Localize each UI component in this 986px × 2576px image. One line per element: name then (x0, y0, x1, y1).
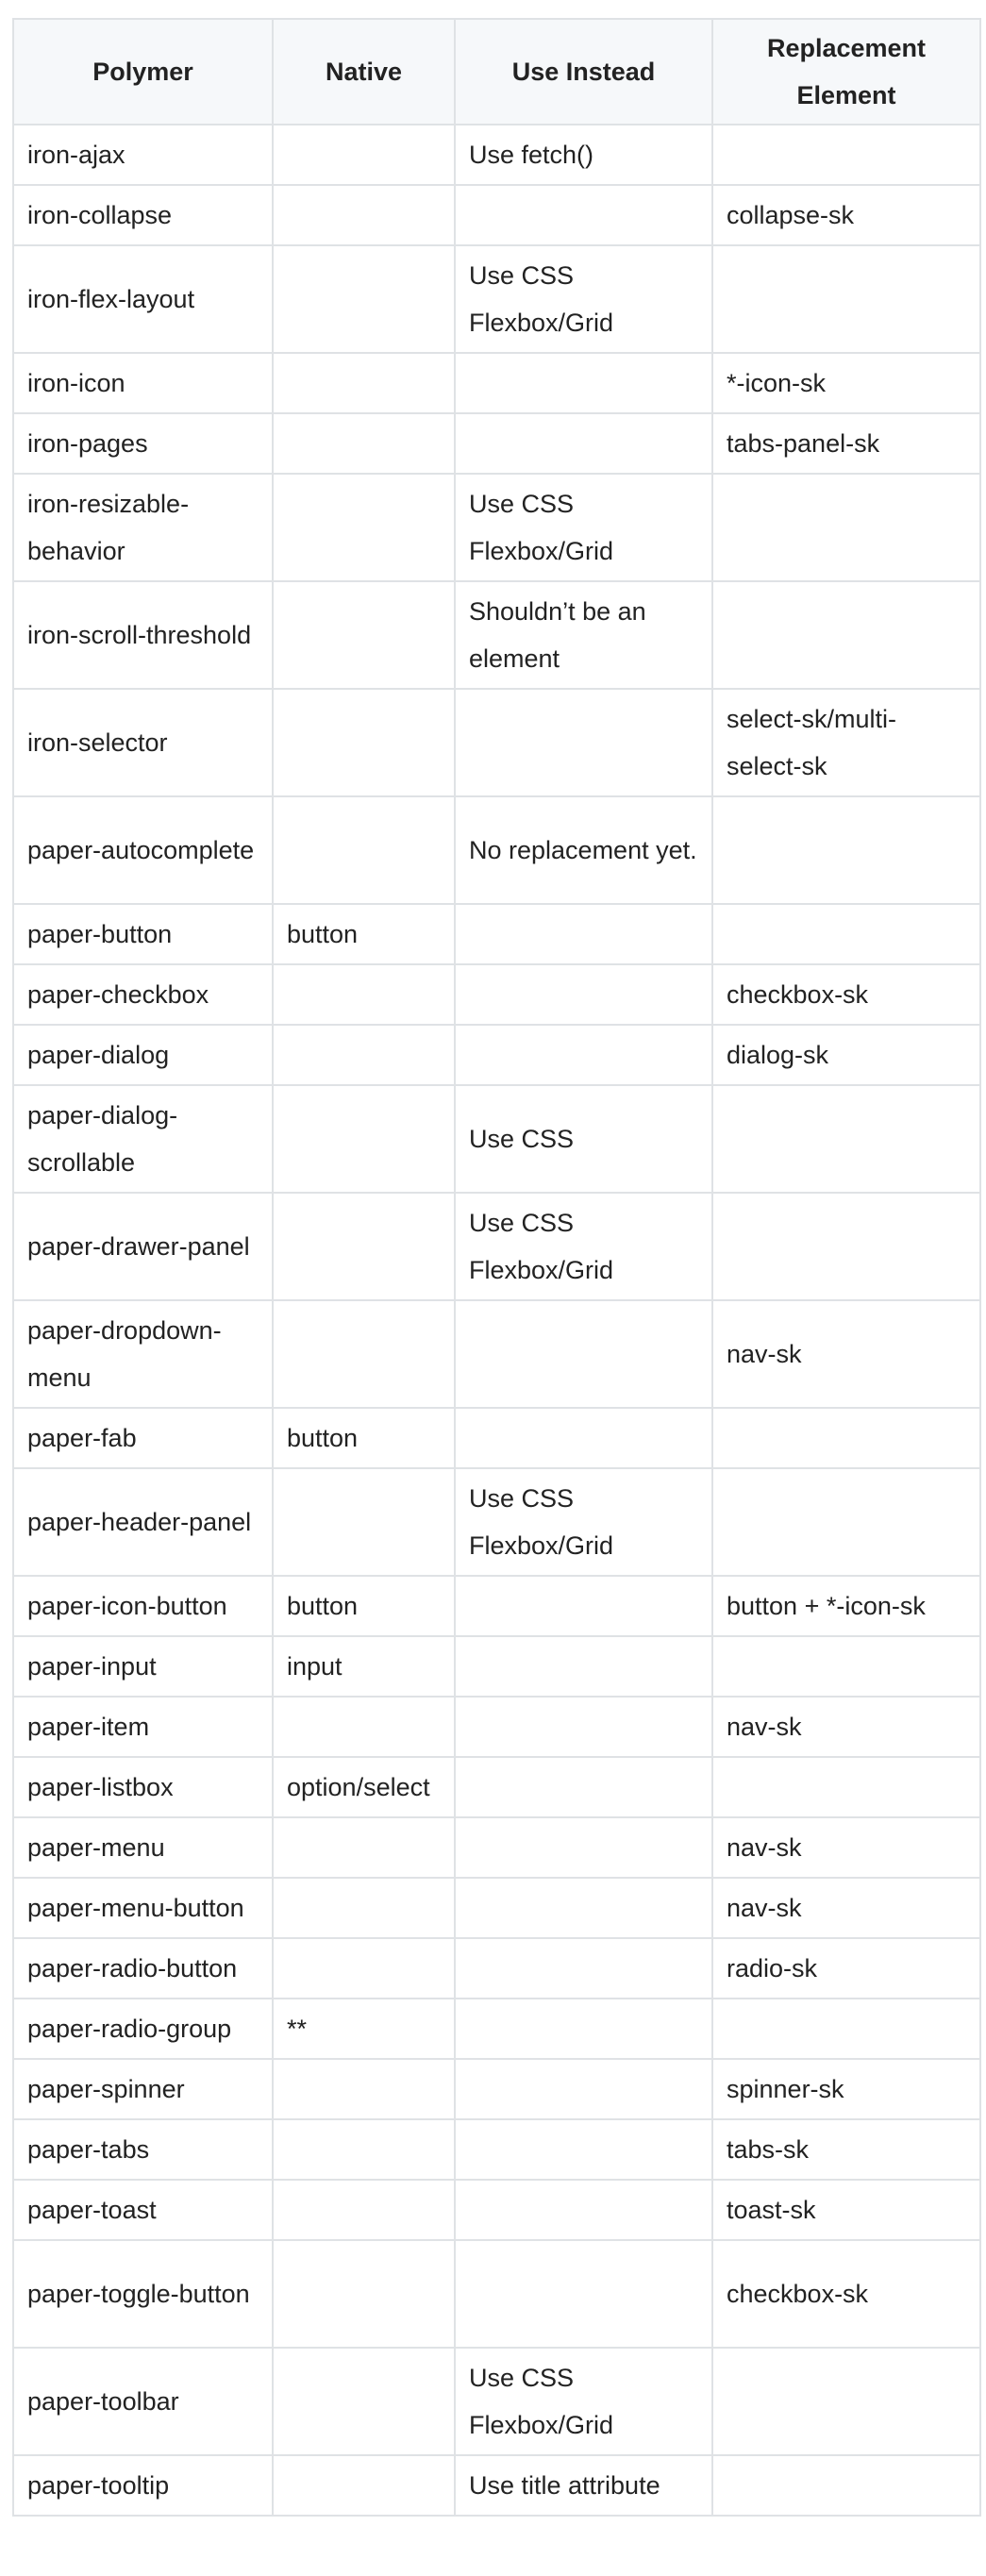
cell-use-instead (455, 904, 712, 964)
cell-native (273, 1193, 455, 1300)
cell-replacement-element (712, 125, 980, 185)
cell-use-instead (455, 1938, 712, 1999)
cell-polymer: paper-spinner (13, 2059, 273, 2119)
cell-polymer: iron-collapse (13, 185, 273, 245)
cell-use-instead (455, 1999, 712, 2059)
cell-polymer: paper-checkbox (13, 964, 273, 1025)
polymer-migration-table (12, 18, 981, 2517)
cell-polymer: paper-header-panel (13, 1468, 273, 1576)
cell-polymer: paper-autocomplete (13, 796, 273, 904)
cell-polymer: paper-item (13, 1697, 273, 1757)
cell-polymer: iron-icon (13, 353, 273, 413)
cell-replacement-element: checkbox-sk (712, 2240, 980, 2348)
cell-use-instead (455, 1757, 712, 1817)
cell-polymer: paper-button (13, 904, 273, 964)
cell-replacement-element: collapse-sk (712, 185, 980, 245)
cell-replacement-element: dialog-sk (712, 1025, 980, 1085)
cell-native (273, 353, 455, 413)
cell-use-instead (455, 964, 712, 1025)
cell-use-instead: Use CSS Flexbox/Grid (455, 2348, 712, 2455)
cell-use-instead (455, 413, 712, 474)
table-row (13, 1999, 980, 2059)
cell-use-instead (455, 2240, 712, 2348)
cell-polymer: paper-tabs (13, 2119, 273, 2180)
cell-polymer: paper-listbox (13, 1757, 273, 1817)
cell-replacement-element: nav-sk (712, 1817, 980, 1878)
cell-native (273, 2119, 455, 2180)
cell-use-instead: Use CSS Flexbox/Grid (455, 245, 712, 353)
table-row (13, 904, 980, 964)
cell-replacement-element: spinner-sk (712, 2059, 980, 2119)
table-row (13, 1408, 980, 1468)
cell-native (273, 185, 455, 245)
cell-replacement-element (712, 474, 980, 581)
cell-use-instead (455, 2059, 712, 2119)
cell-native (273, 1938, 455, 1999)
header-native: Native (273, 19, 455, 125)
cell-native (273, 2059, 455, 2119)
cell-polymer: paper-toolbar (13, 2348, 273, 2455)
table-row (13, 964, 980, 1025)
cell-native: ** (273, 1999, 455, 2059)
table-row (13, 1938, 980, 1999)
cell-polymer: paper-dialog (13, 1025, 273, 1085)
cell-replacement-element (712, 1085, 980, 1193)
cell-polymer: paper-menu-button (13, 1878, 273, 1938)
cell-use-instead (455, 1817, 712, 1878)
cell-polymer: paper-fab (13, 1408, 273, 1468)
table-row (13, 125, 980, 185)
header-use-instead: Use Instead (455, 19, 712, 125)
table-row (13, 1300, 980, 1408)
header-polymer: Polymer (13, 19, 273, 125)
cell-native (273, 796, 455, 904)
cell-replacement-element (712, 1757, 980, 1817)
cell-replacement-element (712, 245, 980, 353)
cell-replacement-element (712, 796, 980, 904)
header-replacement-element: Replacement Element (712, 19, 980, 125)
cell-use-instead: No replacement yet. (455, 796, 712, 904)
cell-polymer: paper-toast (13, 2180, 273, 2240)
cell-use-instead (455, 1300, 712, 1408)
cell-native (273, 1085, 455, 1193)
cell-replacement-element (712, 1636, 980, 1697)
cell-native (273, 1878, 455, 1938)
cell-replacement-element (712, 1193, 980, 1300)
cell-replacement-element (712, 1468, 980, 1576)
cell-native (273, 245, 455, 353)
table-row (13, 1697, 980, 1757)
cell-polymer: iron-scroll-threshold (13, 581, 273, 689)
cell-replacement-element: checkbox-sk (712, 964, 980, 1025)
cell-replacement-element: *-icon-sk (712, 353, 980, 413)
cell-replacement-element (712, 581, 980, 689)
cell-native: option/select (273, 1757, 455, 1817)
cell-replacement-element: select-sk/multi-select-sk (712, 689, 980, 796)
cell-use-instead (455, 1697, 712, 1757)
cell-native (273, 2180, 455, 2240)
cell-polymer: paper-tooltip (13, 2455, 273, 2516)
cell-use-instead (455, 689, 712, 796)
table-body (13, 125, 980, 2516)
cell-replacement-element (712, 2455, 980, 2516)
cell-native (273, 1817, 455, 1878)
cell-replacement-element: nav-sk (712, 1300, 980, 1408)
cell-native (273, 964, 455, 1025)
cell-native (273, 2455, 455, 2516)
table-row (13, 1085, 980, 1193)
cell-native (273, 1468, 455, 1576)
table-row (13, 185, 980, 245)
cell-use-instead (455, 2119, 712, 2180)
table-row (13, 1878, 980, 1938)
table-row (13, 2455, 980, 2516)
cell-native (273, 1697, 455, 1757)
cell-use-instead: Use CSS Flexbox/Grid (455, 474, 712, 581)
cell-polymer: paper-radio-button (13, 1938, 273, 1999)
cell-replacement-element: tabs-sk (712, 2119, 980, 2180)
cell-native: button (273, 1576, 455, 1636)
cell-polymer: paper-drawer-panel (13, 1193, 273, 1300)
cell-use-instead: Use CSS (455, 1085, 712, 1193)
cell-replacement-element: button + *-icon-sk (712, 1576, 980, 1636)
cell-use-instead (455, 353, 712, 413)
cell-use-instead (455, 2180, 712, 2240)
cell-use-instead: Use CSS Flexbox/Grid (455, 1193, 712, 1300)
cell-polymer: iron-flex-layout (13, 245, 273, 353)
cell-native (273, 689, 455, 796)
cell-native (273, 1025, 455, 1085)
cell-replacement-element (712, 1408, 980, 1468)
table-row (13, 245, 980, 353)
cell-polymer: paper-icon-button (13, 1576, 273, 1636)
cell-polymer: iron-pages (13, 413, 273, 474)
cell-polymer: iron-ajax (13, 125, 273, 185)
table-row (13, 1193, 980, 1300)
cell-native: input (273, 1636, 455, 1697)
cell-replacement-element (712, 904, 980, 964)
table-row (13, 413, 980, 474)
cell-use-instead (455, 1878, 712, 1938)
cell-use-instead (455, 1576, 712, 1636)
header-row (13, 19, 980, 125)
cell-replacement-element: radio-sk (712, 1938, 980, 1999)
cell-native: button (273, 904, 455, 964)
cell-polymer: paper-radio-group (13, 1999, 273, 2059)
cell-native (273, 413, 455, 474)
table-row (13, 2348, 980, 2455)
cell-polymer: paper-dialog-scrollable (13, 1085, 273, 1193)
table-row (13, 474, 980, 581)
cell-use-instead: Use title attribute (455, 2455, 712, 2516)
cell-polymer: paper-menu (13, 1817, 273, 1878)
cell-polymer: paper-toggle-button (13, 2240, 273, 2348)
table-row (13, 796, 980, 904)
cell-replacement-element: tabs-panel-sk (712, 413, 980, 474)
table-row (13, 581, 980, 689)
table-row (13, 353, 980, 413)
table-row (13, 689, 980, 796)
table-row (13, 1468, 980, 1576)
cell-native (273, 2348, 455, 2455)
cell-native (273, 474, 455, 581)
cell-polymer: paper-dropdown-menu (13, 1300, 273, 1408)
cell-replacement-element: nav-sk (712, 1697, 980, 1757)
cell-use-instead: Shouldn’t be an element (455, 581, 712, 689)
cell-polymer: iron-resizable-behavior (13, 474, 273, 581)
cell-replacement-element: nav-sk (712, 1878, 980, 1938)
cell-native (273, 125, 455, 185)
table-container (12, 18, 981, 2517)
table-row (13, 2119, 980, 2180)
cell-use-instead (455, 1636, 712, 1697)
cell-native (273, 1300, 455, 1408)
table-row (13, 2240, 980, 2348)
cell-replacement-element (712, 1999, 980, 2059)
cell-use-instead (455, 1408, 712, 1468)
table-row (13, 1576, 980, 1636)
cell-use-instead (455, 185, 712, 245)
table-row (13, 1636, 980, 1697)
cell-native (273, 581, 455, 689)
cell-polymer: iron-selector (13, 689, 273, 796)
cell-replacement-element: toast-sk (712, 2180, 980, 2240)
table-row (13, 1757, 980, 1817)
cell-polymer: paper-input (13, 1636, 273, 1697)
table-row (13, 1025, 980, 1085)
cell-native (273, 2240, 455, 2348)
cell-native: button (273, 1408, 455, 1468)
cell-use-instead (455, 1025, 712, 1085)
cell-replacement-element (712, 2348, 980, 2455)
table-row (13, 2059, 980, 2119)
table-row (13, 2180, 980, 2240)
cell-use-instead: Use CSS Flexbox/Grid (455, 1468, 712, 1576)
cell-use-instead: Use fetch() (455, 125, 712, 185)
table-row (13, 1817, 980, 1878)
